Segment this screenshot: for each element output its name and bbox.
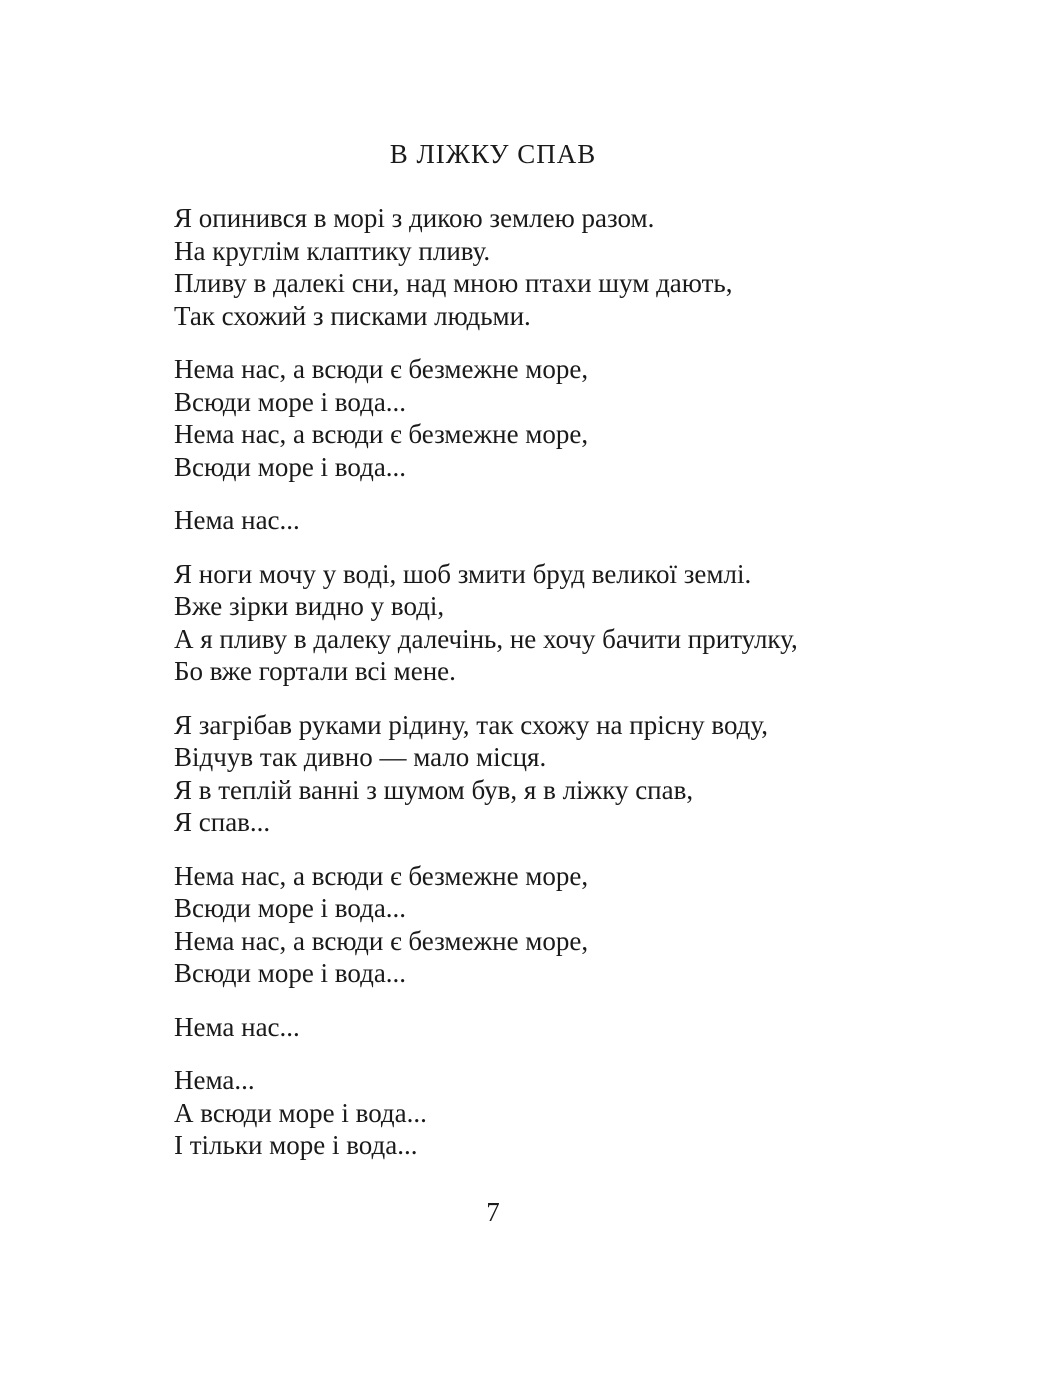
poem-line: Вже зірки видно у воді, [174, 591, 445, 621]
stanza-6 [174, 860, 974, 990]
poem-line: Я в теплій ванні з шумом був, я в ліжку спав, [174, 774, 694, 805]
poem-line: Нема нас... [174, 505, 300, 535]
poem-line: А я пливу в далеку далечінь, не хочу бачити притулку, [174, 623, 798, 654]
poem-line: На круглім клаптику пливу. [174, 235, 491, 266]
poem-line: Пливу в далекі сни, над мною птахи шум дають, [174, 268, 733, 298]
page-number: 7 [486, 1197, 500, 1227]
poem-line: Нема нас, а всюди є безмежне море, [174, 860, 589, 891]
stanza-4 [174, 558, 974, 688]
poem-line: Я ноги мочу у воді, шоб змити бруд великої землі. [174, 558, 752, 589]
poem-line: Я загрібав руками рідину, так схожу на прісну воду, [174, 709, 768, 740]
poem-line: Відчув так дивно — мало місця. [174, 742, 547, 772]
poem-line: Я спав... [174, 807, 271, 837]
stanza-5 [174, 709, 974, 839]
poem-line: Бо вже гортали всі мене. [174, 656, 456, 686]
poem-body [174, 202, 974, 1162]
poem-line: Всюди море і вода... [174, 893, 407, 923]
stanza-8 [174, 1064, 974, 1162]
stanza-1 [174, 202, 974, 332]
stanza-2 [174, 353, 974, 483]
poem-line: Всюди море і вода... [174, 958, 407, 988]
poem-line: І тільки море і вода... [174, 1130, 418, 1160]
stanza-7 [174, 1011, 974, 1044]
poem-line: Нема... [174, 1065, 255, 1095]
poem-line: Нема нас... [174, 1011, 300, 1042]
poem-line: Нема нас, а всюди є безмежне море, [174, 925, 589, 956]
poem-line: А всюди море і вода... [174, 1097, 427, 1128]
poem-line: Так схожий з писками людьми. [174, 300, 531, 331]
poem-line: Всюди море і вода... [174, 386, 407, 417]
poem-line: Я опинився в морі з дикою землею разом. [174, 203, 655, 233]
poem-line: Нема нас, а всюди є безмежне море, [174, 419, 589, 449]
poem-title: В ЛІЖКУ СПАВ [389, 139, 597, 169]
stanza-3 [174, 504, 974, 537]
poem-line: Всюди море і вода... [174, 451, 407, 482]
poem-line: Нема нас, а всюди є безмежне море, [174, 354, 589, 384]
